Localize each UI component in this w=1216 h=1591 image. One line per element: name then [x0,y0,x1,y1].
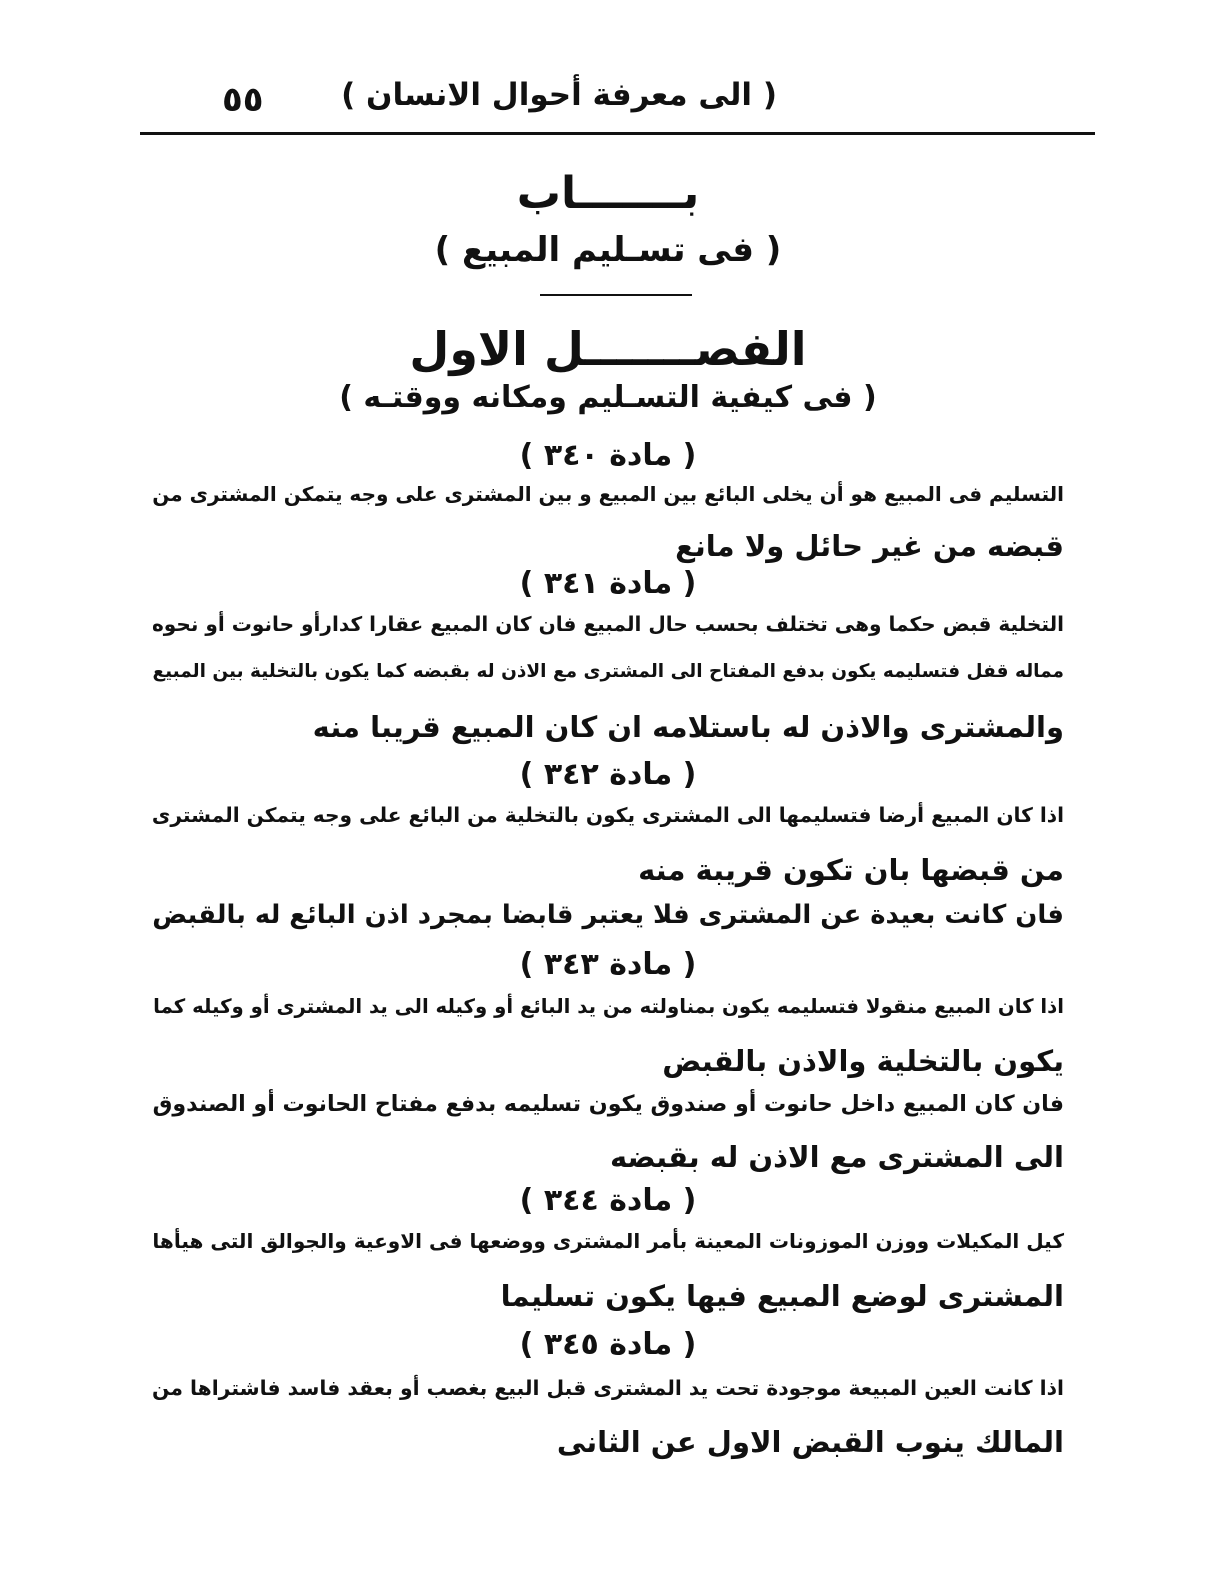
article-text-line: فان كانت بعيدة عن المشترى فلا يعتبر قابضا بمجرد اذن البائع له بالقبض [152,900,1064,930]
article-text-line: من قبضها بان تكون قريبة منه [638,853,1064,887]
chapter-label: بـــــــاب [516,168,700,219]
article-heading: ( مادة ٣٤٤ ) [519,1183,697,1218]
header-rule [140,132,1095,135]
chapter-divider [540,294,692,296]
article-text-line: كيل المكيلات ووزن الموزونات المعينة بأمر المشترى ووضعها فى الاوعية والجوالق التى هيأها [152,1229,1064,1253]
chapter-subtitle: ( فى تسـليم المبيع ) [434,230,782,270]
article-heading: ( مادة ٣٤٣ ) [519,947,697,982]
article-text-line: التسليم فى المبيع هو أن يخلى البائع بين المبيع و بين المشترى على وجه يتمكن المشترى من [152,482,1064,506]
article-heading: ( مادة ٣٤٢ ) [519,757,697,792]
article-heading: ( مادة ٣٤١ ) [519,566,697,601]
article-text-line: يكون بالتخلية والاذن بالقبض [662,1044,1064,1078]
section-subtitle: ( فى كيفية التسـليم ومكانه ووقتـه ) [339,380,877,415]
running-header [140,62,1095,122]
article-text-line: اذا كان المبيع منقولا فتسليمه يكون بمناولته من يد البائع أو وكيله الى يد المشترى أو وكيله كما [153,995,1064,1018]
article-text-line: التخلية قبض حكما وهى تختلف بحسب حال المبيع فان كان المبيع عقارا كدارأو حانوت أو نحوه [151,612,1064,636]
article-heading: ( مادة ٣٤٥ ) [519,1327,697,1362]
article-text-line: اذا كانت العين المبيعة موجودة تحت يد المشترى قبل البيع بغصب أو بعقد فاسد فاشتراها من [152,1376,1064,1400]
article-text-line: قبضه من غير حائل ولا مانع [675,529,1064,563]
article-text-line: والمشترى والاذن له باستلامه ان كان المبيع قريبا منه [312,710,1064,744]
article-text-line: اذا كان المبيع أرضا فتسليمها الى المشترى يكون بالتخلية من البائع على وجه يتمكن المشترى [151,803,1064,827]
article-text-line: مماله قفل فتسليمه يكون بدفع المفتاح الى المشترى مع الاذن له بقبضه كما يكون بالتخلية بين المبيع [152,661,1064,682]
article-text-line: فان كان المبيع داخل حانوت أو صندوق يكون تسليمه بدفع مفتاح الحانوت أو الصندوق [152,1091,1064,1117]
article-heading: ( مادة ٣٤٠ ) [519,438,697,473]
running-title: ( الى معرفة أحوال الانسان ) [341,77,777,113]
article-text-line: الى المشترى مع الاذن له بقبضه [609,1140,1064,1174]
page-number: ٥٥ [222,80,264,120]
article-text-line: المالك ينوب القبض الاول عن الثانى [556,1425,1064,1459]
section-label: الفصـــــــل الاول [409,322,807,376]
article-text-line: المشترى لوضع المبيع فيها يكون تسليما [500,1279,1064,1313]
